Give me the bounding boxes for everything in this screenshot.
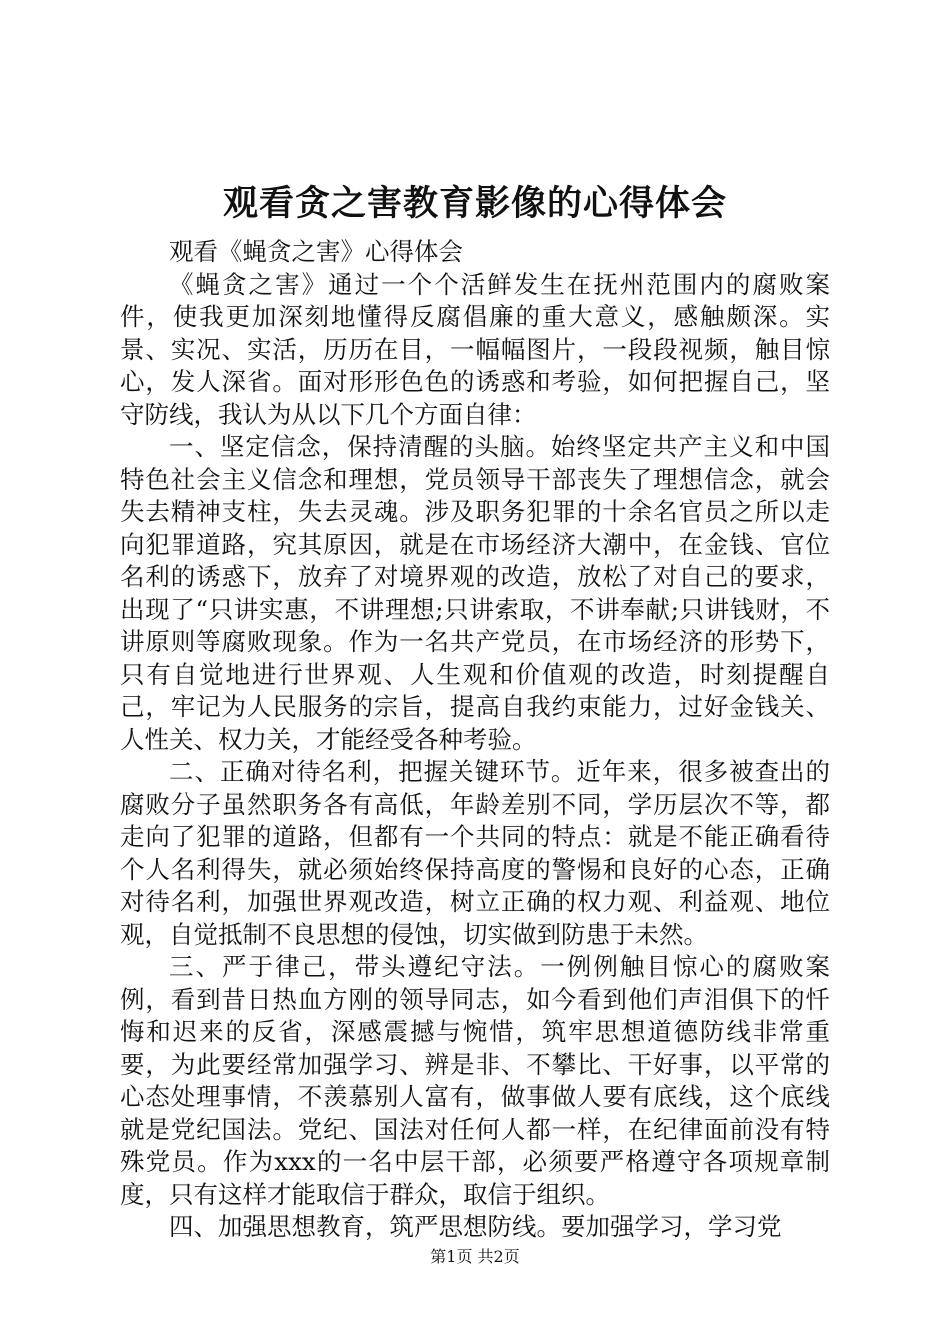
document-body <box>120 236 830 1244</box>
subtitle-paragraph: 观看《蝇贪之害》心得体会 <box>169 237 463 266</box>
section-one-paragraph: 一、坚定信念，保持清醒的头脑。始终坚定共产主义和中国特色社会主义信念和理想，党员领导干部丧失了理想信念，就会失去精神支柱，失去灵魂。涉及职务犯罪的十余名官员之所以走向犯罪道路，究其原因，就是在市场经济大潮中，在金钱、官位名利的诱惑下，放弃了对境界观的改造，放松了对自己的要求，出现了“只讲实惠，不讲理想;只讲索取，不讲奉献;只讲钱财，不讲原则等腐败现象。作为一名共产党员，在市场经济的形势下，只有自觉地进行世界观、人生观和价值观的改造，时刻提醒自己，牢记为人民服务的宗旨，提高自我约束能力，过好金钱关、人性关、权力关，才能经受各种考验。 <box>120 432 830 754</box>
document-title: 观看贪之害教育影像的心得体会 <box>222 183 727 224</box>
page-number-footer: 第1页 共2页 <box>430 1247 520 1266</box>
intro-paragraph: 《蝇贪之害》通过一个个活鲜发生在抚州范围内的腐败案件，使我更加深刻地懂得反腐倡廉的重大意义，感触颇深。实景、实况、实活，历历在目，一幅幅图片，一段段视频，触目惊心，发人深省。面对形形色色的诱惑和考验，如何把握自己，坚守防线，我认为从以下几个方面自律： <box>120 269 830 429</box>
section-four-paragraph: 四、加强思想教育，筑严思想防线。要加强学习，学习党 <box>169 1212 782 1241</box>
section-three-paragraph: 三、严于律己，带头遵纪守法。一例例触目惊心的腐败案例，看到昔日热血方刚的领导同志，如今看到他们声泪俱下的忏悔和迟来的反省，深感震撼与惋惜，筑牢思想道德防线非常重要，为此要经常加强学习、辨是非、不攀比、干好事，以平常的心态处理事情，不羡慕别人富有，做事做人要有底线，这个底线就是党纪国法。党纪、国法对任何人都一样，在纪律面前没有特殊党员。作为xxx的一名中层干部，必须要严格遵守各项规章制度，只有这样才能取信于群众，取信于组织。 <box>120 952 830 1209</box>
section-two-paragraph: 二、正确对待名利，把握关键环节。近年来，很多被查出的腐败分子虽然职务各有高低，年龄差别不同，学历层次不等，都走向了犯罪的道路，但都有一个共同的特点：就是不能正确看待个人名利得失，就必须始终保持高度的警惕和良好的心态，正确对待名利，加强世界观改造，树立正确的权力观、利益观、地位观，自觉抵制不良思想的侵蚀，切实做到防患于未然。 <box>120 757 830 949</box>
